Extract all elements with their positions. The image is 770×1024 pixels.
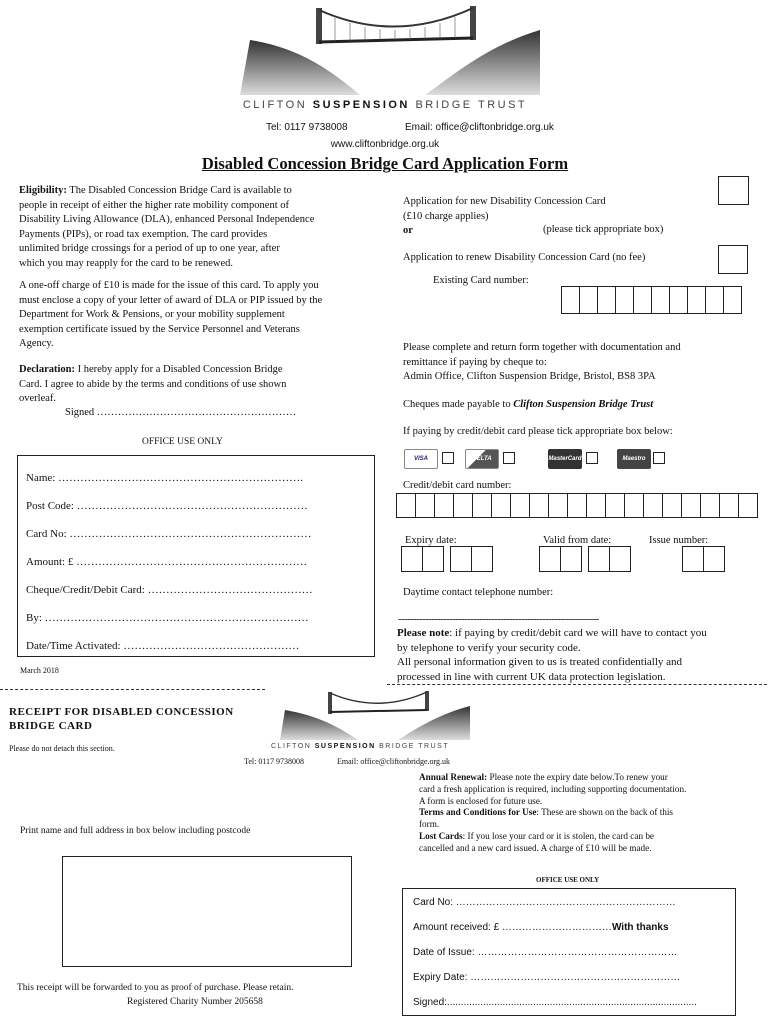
valid-from-label: Valid from date:: [543, 535, 612, 546]
digit-cell[interactable]: [682, 546, 704, 572]
receipt-info-paragraph: Annual Renewal: Please note the expiry date below.To renew your card a fresh application is required, including supporting documentation. A form is enclosed for future use. Terms and Conditions for Use: These are shown on the back of this form. Lost Cards: If you lose your card or it is stolen, the card can be cancelled and a new card issued. A charge of £10 will be made.: [419, 772, 687, 853]
return-instructions: Please complete and return form together with documentation and remittance if paying by cheque to: Admin Office, Clifton Suspension Bridge, Bristol, BS8 3PA: [403, 342, 681, 382]
renew-application-checkbox[interactable]: [718, 245, 748, 274]
digit-cell[interactable]: [561, 286, 580, 314]
existing-card-label: Existing Card number:: [433, 275, 529, 286]
digit-cell[interactable]: [450, 546, 472, 572]
receipt-office-use-label: OFFICE USE ONLY: [536, 876, 600, 884]
bridge-logo: [240, 0, 540, 95]
digit-cell[interactable]: [567, 493, 587, 518]
digit-cell[interactable]: [539, 546, 561, 572]
print-name-instruction: Print name and full address in box below including postcode: [20, 826, 251, 836]
receipt-amount-field[interactable]: Amount received: £ ……………………………With thanks: [413, 922, 669, 933]
digit-cell[interactable]: [605, 493, 625, 518]
phone-dash-line[interactable]: -------------------------------------------------------------------: [398, 614, 599, 625]
card-number-boxes[interactable]: [397, 493, 758, 518]
header-website[interactable]: www.cliftonbridge.org.uk: [330, 139, 440, 150]
issue-number-label: Issue number:: [649, 535, 709, 546]
charity-number: Registered Charity Number 205658: [127, 997, 263, 1007]
digit-cell[interactable]: [472, 493, 492, 518]
digit-cell[interactable]: [681, 493, 701, 518]
office-payment-field[interactable]: Cheque/Credit/Debit Card: ………………………………………: [26, 584, 313, 596]
charge-paragraph: A one-off charge of £10 is made for the issue of this card. To apply you must enclose a copy of your letter of award of DLA or PIP issued by the Department for Work & Pensions, or your mobility supplement exemption certificate issued by the Service Personnel and Veterans Agency.: [19, 280, 323, 349]
digit-cell[interactable]: [510, 493, 530, 518]
receipt-trust-name: CLIFTON SUSPENSION BRIDGE TRUST: [271, 743, 450, 750]
tear-off-line: [387, 684, 767, 685]
digit-cell[interactable]: [651, 286, 670, 314]
expiry-date-boxes[interactable]: [402, 546, 493, 572]
receipt-cardno-field[interactable]: Card No: …………………………………………………………: [413, 897, 676, 908]
office-postcode-field[interactable]: Post Code: ………………………………………………………: [26, 500, 308, 512]
digit-cell[interactable]: [415, 493, 435, 518]
form-date: March 2018: [20, 666, 59, 675]
office-use-label: OFFICE USE ONLY: [142, 437, 223, 447]
digit-cell[interactable]: [624, 493, 644, 518]
please-note-paragraph: Please note: if paying by credit/debit card we will have to contact you by telephone to verify your security code. All personal information given to us is treated confidentially and processed in line with current UK data protection legislation.: [397, 627, 707, 683]
digit-cell[interactable]: [700, 493, 720, 518]
tear-off-line-left: [0, 689, 265, 690]
office-cardno-field[interactable]: Card No: …………………………………………………………: [26, 528, 312, 540]
digit-cell[interactable]: [723, 286, 742, 314]
valid-from-boxes[interactable]: [540, 546, 631, 572]
expiry-label: Expiry date:: [405, 535, 457, 546]
trust-name: CLIFTON SUSPENSION BRIDGE TRUST: [242, 99, 528, 111]
receipt-tel: Tel: 0117 9738008: [244, 757, 305, 766]
digit-cell[interactable]: [662, 493, 682, 518]
delta-card-icon: DELTA: [465, 449, 499, 469]
renew-application-text: Application to renew Disability Concession Card (no fee): [403, 252, 646, 263]
digit-cell[interactable]: [586, 493, 606, 518]
digit-cell[interactable]: [609, 546, 631, 572]
digit-cell[interactable]: [529, 493, 549, 518]
digit-cell[interactable]: [588, 546, 610, 572]
digit-cell[interactable]: [401, 546, 423, 572]
receipt-no-detach: Please do not detach this section.: [9, 744, 115, 753]
digit-cell[interactable]: [453, 493, 473, 518]
receipt-bridge-logo: [280, 688, 470, 740]
card-number-label: Credit/debit card number:: [403, 480, 512, 491]
header-email[interactable]: Email: office@cliftonbridge.org.uk: [405, 122, 554, 133]
mastercard-icon: MasterCard: [548, 449, 582, 469]
receipt-signed-field[interactable]: Signed:..........................................................................................: [413, 997, 697, 1008]
receipt-email[interactable]: Email: office@cliftonbridge.org.uk: [337, 757, 451, 766]
digit-cell[interactable]: [633, 286, 652, 314]
digit-cell[interactable]: [548, 493, 568, 518]
declaration-paragraph: Declaration: I hereby apply for a Disabled Concession Bridge Card. I agree to abide by the terms and conditions of use shown overleaf.: [19, 364, 287, 404]
address-box[interactable]: [62, 856, 352, 967]
digit-cell[interactable]: [471, 546, 493, 572]
signed-line[interactable]: Signed …………………………………………………: [65, 407, 297, 418]
receipt-expiry-field[interactable]: Expiry Date: ………………………………………………………: [413, 972, 681, 983]
receipt-forward-note: This receipt will be forwarded to you as proof of purchase. Please retain.: [17, 983, 294, 993]
new-application-text: Application for new Disability Concession Card (£10 charge applies) or: [403, 196, 606, 236]
visa-card-icon: VISA: [404, 449, 438, 469]
digit-cell[interactable]: [491, 493, 511, 518]
form-title: Disabled Concession Bridge Card Application Form: [201, 154, 569, 173]
daytime-phone-label: Daytime contact telephone number:: [403, 587, 554, 598]
eligibility-paragraph: Eligibility: The Disabled Concession Bridge Card is available to people in receipt of either the higher rate mobility component of Disability Living Allowance (DLA), enhanced Personal Independence Payments (PIPs), or road tax exemption. The card provides unlimited bridge crossings for a period of up to one year, after which you may reapply for the card to be renewed.: [19, 185, 315, 269]
digit-cell[interactable]: [669, 286, 688, 314]
tick-note: (please tick appropriate box): [543, 224, 664, 235]
digit-cell[interactable]: [560, 546, 582, 572]
digit-cell[interactable]: [597, 286, 616, 314]
office-activated-field[interactable]: Date/Time Activated: …………………………………………: [26, 640, 300, 652]
new-application-checkbox[interactable]: [718, 176, 749, 205]
digit-cell[interactable]: [705, 286, 724, 314]
digit-cell[interactable]: [579, 286, 598, 314]
digit-cell[interactable]: [703, 546, 725, 572]
office-amount-field[interactable]: Amount: £ ………………………………………………………: [26, 556, 308, 568]
receipt-issue-date-field[interactable]: Date of Issue: ……………………………………………………: [413, 947, 678, 958]
visa-checkbox[interactable]: [442, 452, 454, 464]
cheques-payable: Cheques made payable to Clifton Suspension Bridge Trust: [403, 399, 654, 410]
maestro-checkbox[interactable]: [653, 452, 665, 464]
receipt-title: RECEIPT FOR DISABLED CONCESSION BRIDGE CARD: [9, 706, 234, 732]
office-by-field[interactable]: By: ………………………………………………………………: [26, 612, 309, 624]
digit-cell[interactable]: [422, 546, 444, 572]
digit-cell[interactable]: [615, 286, 634, 314]
digit-cell[interactable]: [719, 493, 739, 518]
digit-cell[interactable]: [738, 493, 758, 518]
office-name-field[interactable]: Name: ………………………………………………………….: [26, 472, 303, 484]
digit-cell[interactable]: [396, 493, 416, 518]
existing-card-number-boxes[interactable]: [562, 286, 742, 314]
card-tick-instructions: If paying by credit/debit card please tick appropriate box below:: [403, 426, 673, 437]
mastercard-checkbox[interactable]: [586, 452, 598, 464]
digit-cell[interactable]: [434, 493, 454, 518]
digit-cell[interactable]: [643, 493, 663, 518]
header-tel: Tel: 0117 9738008: [266, 122, 348, 133]
issue-number-boxes[interactable]: [683, 546, 725, 572]
delta-checkbox[interactable]: [503, 452, 515, 464]
maestro-card-icon: Maestro: [617, 449, 651, 469]
digit-cell[interactable]: [687, 286, 706, 314]
